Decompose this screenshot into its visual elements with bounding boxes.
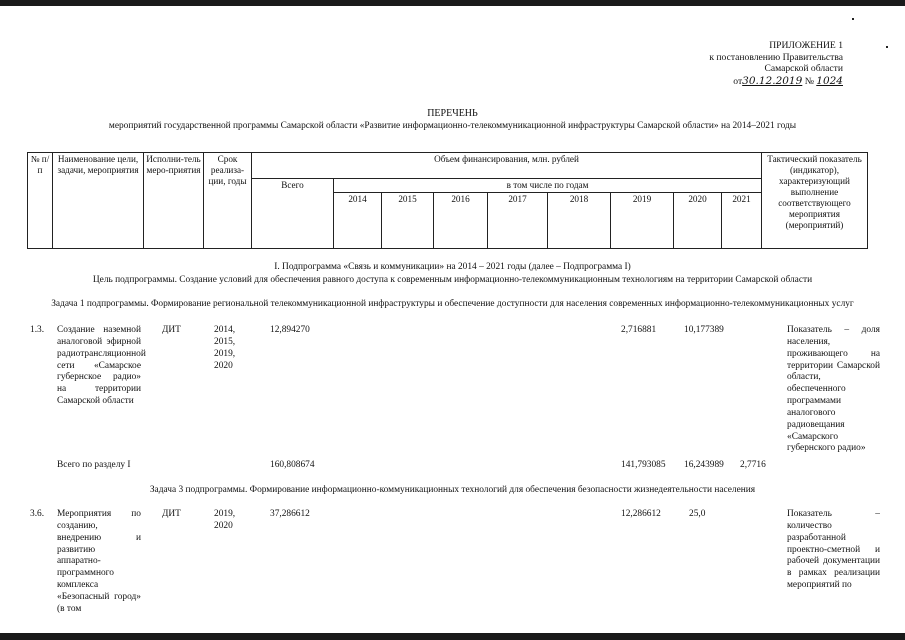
header-year: 2015 xyxy=(382,193,434,249)
appendix-title: ПРИЛОЖЕНИЕ 1 xyxy=(769,40,843,51)
section-total-label: Всего по разделу I xyxy=(57,460,131,470)
row-indicator: Показатель – количество разработанной проектно-сметной и рабочей документации в рамках реализации мероприятий по xyxy=(787,509,880,591)
header-funding: Объем финансирования, млн. рублей xyxy=(252,153,762,179)
section-total-2021: 2,7716 xyxy=(740,460,766,470)
row-num: 1.3. xyxy=(30,325,45,335)
appendix-header xyxy=(709,40,843,87)
row-name: Создание наземной аналоговой эфирной радиотрансляционной сети «Самарское губернское радио» на территории Самарской области xyxy=(57,325,146,407)
row-period: 2019, 2020 xyxy=(214,509,236,531)
appendix-from: от xyxy=(733,75,743,87)
header-year: 2016 xyxy=(434,193,488,249)
document-title: ПЕРЕЧЕНЬ xyxy=(427,108,478,119)
section-total-2019: 141,793085 xyxy=(621,460,666,470)
subprogram-task-3: Задача 3 подпрограммы. Формирование информационно-коммуникационных технологий для обеспечения безопасности жизнедеятельности населения xyxy=(149,485,756,495)
table-header xyxy=(27,152,868,249)
section-total-sum: 160,808674 xyxy=(270,460,315,470)
scan-speck xyxy=(852,18,854,20)
row-num: 3.6. xyxy=(30,509,45,519)
header-num: № п/п xyxy=(28,153,53,249)
header-year: 2019 xyxy=(611,193,674,249)
scan-top-border xyxy=(0,0,905,6)
header-by-years: в том числе по годам xyxy=(334,179,762,193)
header-name: Наименование цели, задачи, мероприятия xyxy=(53,153,144,249)
row-2019: 12,286612 xyxy=(621,509,661,519)
header-indicator: Тактический показатель (индикатор), характеризующий выполнение соответствующего мероприятия (мероприятий) xyxy=(762,153,868,249)
subprogram-goal: Цель подпрограммы. Создание условий для обеспечения равного доступа к современным информационно-телекоммуникационным технологиям на территории Самарской области xyxy=(92,275,813,285)
row-name: Мероприятия по созданию, внедрению и развитию аппаратно-программного комплекса «Безопасный город» (в том xyxy=(57,509,141,614)
section-total-2020: 16,243989 xyxy=(684,460,724,470)
scan-speck xyxy=(886,46,888,48)
subprogram-task-1: Задача 1 подпрограммы. Формирование региональной телекоммуникационной инфраструктуры и обеспечение доступности для населения современных информационно-телекоммуникационных услуг xyxy=(51,299,854,309)
row-2019: 2,716881 xyxy=(621,325,657,335)
appendix-line-2: Самарской области xyxy=(764,63,843,74)
appendix-number: 1024 xyxy=(816,74,843,87)
header-year: 2018 xyxy=(548,193,611,249)
header-executor: Исполни-тель меро-приятия xyxy=(144,153,204,249)
row-executor: ДИТ xyxy=(162,325,181,335)
row-indicator: Показатель – доля населения, проживающего на территории Самарской области, обеспеченного программами аналогового радиовещания «Самарского губернского радио» xyxy=(787,325,880,454)
row-period: 2014, 2015, 2019, 2020 xyxy=(214,325,236,371)
appendix-line-1: к постановлению Правительства xyxy=(709,51,843,63)
appendix-date: 30.12.2019 xyxy=(742,74,803,87)
appendix-date-line xyxy=(709,75,843,88)
row-executor: ДИТ xyxy=(162,509,181,519)
appendix-number-sign: № xyxy=(804,75,814,87)
header-year: 2017 xyxy=(488,193,548,249)
row-2020: 25,0 xyxy=(689,509,706,519)
row-total: 12,894270 xyxy=(270,325,310,335)
header-period: Срок реализа-ции, годы xyxy=(204,153,252,249)
subprogram-title: I. Подпрограмма «Связь и коммуникации» на 2014 – 2021 годы (далее – Подпрограмма I) xyxy=(274,262,631,272)
row-total: 37,286612 xyxy=(270,509,310,519)
document-subtitle: мероприятий государственной программы Самарской области «Развитие информационно-телекоммуникационной инфраструктуры Самарской области» на 2014–2021 годы xyxy=(108,121,797,131)
header-year: 2014 xyxy=(334,193,382,249)
header-total: Всего xyxy=(252,179,334,249)
row-2020: 10,177389 xyxy=(684,325,724,335)
header-year: 2020 xyxy=(674,193,722,249)
header-year: 2021 xyxy=(722,193,762,249)
scan-bottom-border xyxy=(0,633,905,640)
